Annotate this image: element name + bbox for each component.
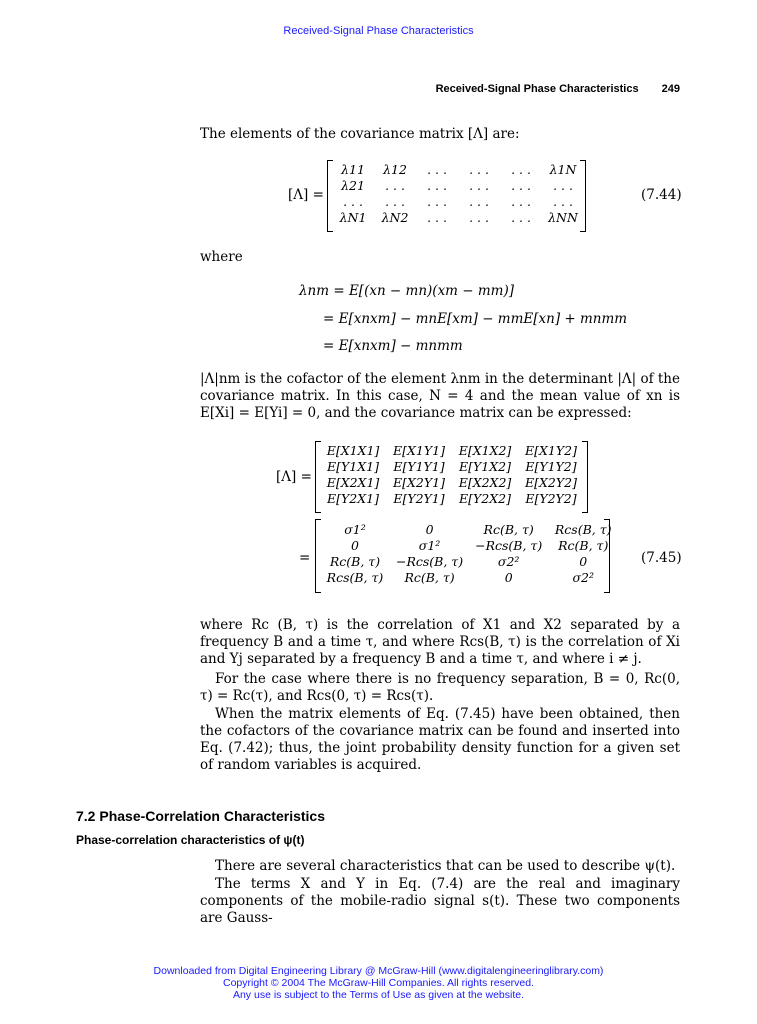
matrix3-cell: −Rcs(B, τ) <box>475 538 543 553</box>
correlation-matrix-745 <box>320 522 618 586</box>
matrix2-cell: E[X1Y1] <box>393 443 445 458</box>
cofactor-paragraph: |Λ|nm is the cofactor of the element λnm in the determinant |Λ| of the covariance matrix. In this case, N = 4 and the mean value of xn is E[Xi] = E[Yi] = 0, and the covariance matrix can be expressed: <box>200 371 680 421</box>
matrix1-cell: . . . <box>427 194 447 209</box>
matrix1-cell: λ21 <box>341 178 365 193</box>
matrix3-cell: σ1² <box>344 522 366 537</box>
matrix1-cell: λ1N <box>549 162 577 177</box>
matrix3-cell: Rcs(B, τ) <box>326 570 384 585</box>
matrix1-table <box>332 162 584 226</box>
matrix3-row <box>320 554 618 570</box>
matrix2-cell: E[Y2X1] <box>327 491 379 506</box>
matrix1-cell: . . . <box>385 178 405 193</box>
matrix3-cell: −Rcs(B, τ) <box>396 554 464 569</box>
matrix2-cell: E[Y1Y2] <box>525 459 577 474</box>
matrix2-cell: E[X1X2] <box>458 443 512 458</box>
footer-terms: Any use is subject to the Terms of Use as given at the website. <box>232 989 525 1001</box>
matrix2-cell: E[Y2Y1] <box>393 491 445 506</box>
matrix2-cell: E[X2Y2] <box>525 475 577 490</box>
equation-number-744: (7.44) <box>641 187 682 203</box>
matrix3-cell: Rc(B, τ) <box>558 538 609 553</box>
matrix2-cell: E[X2X2] <box>458 475 512 490</box>
matrix1-cell: . . . <box>469 194 489 209</box>
lambda-eq-line-2: = E[xnxm] − mnE[xm] − mmE[xn] + mnmm <box>323 311 628 327</box>
equation-number-745: (7.45) <box>641 550 682 566</box>
matrix2-label: [Λ] = <box>276 469 312 485</box>
running-title: Received-Signal Phase Characteristics <box>435 83 639 95</box>
covariance-matrix-744 <box>332 162 584 226</box>
lambda-eq-line-1: λnm = E[(xn − mn)(xm − mm)] <box>299 283 515 299</box>
matrix3-cell: 0 <box>351 538 359 553</box>
matrix1-row <box>332 194 584 210</box>
matrix3-label: = <box>299 550 311 566</box>
matrix1-cell: . . . <box>469 178 489 193</box>
matrix3-row <box>320 570 618 586</box>
expectation-matrix <box>320 443 584 507</box>
matrix3-cell: Rcs(B, τ) <box>554 522 612 537</box>
matrix1-cell: . . . <box>427 162 447 177</box>
matrix1-cell: . . . <box>469 162 489 177</box>
matrix2-cell: E[Y2X2] <box>459 491 511 506</box>
page-number: 249 <box>661 83 680 95</box>
running-header <box>436 83 680 95</box>
footer-notice <box>0 965 757 1001</box>
several-characteristics-paragraph: There are several characteristics that can be used to describe ψ(t). <box>215 858 676 874</box>
matrix1-cell: . . . <box>469 210 489 225</box>
matrix3-cell: 0 <box>504 570 513 585</box>
terms-paragraph: The terms X and Y in Eq. (7.4) are the real and imaginary components of the mobile-radio signal s(t). These two components are Gauss- <box>200 876 680 926</box>
matrix1-row <box>332 210 584 226</box>
matrix2-cell: E[Y1Y1] <box>393 459 445 474</box>
matrix3-cell: Rc(B, τ) <box>404 570 455 585</box>
matrix1-label: [Λ] = <box>288 187 324 203</box>
matrix2-cell: E[X2Y1] <box>393 475 445 490</box>
matrix2-cell: E[Y1X2] <box>459 459 511 474</box>
matrix1-cell: . . . <box>553 194 573 209</box>
matrix3-cell: σ1² <box>418 538 441 553</box>
matrix2-cell: E[X1X1] <box>326 443 380 458</box>
matrix1-cell: . . . <box>511 178 531 193</box>
matrix2-row <box>320 475 584 491</box>
matrix1-cell: λ11 <box>341 162 365 177</box>
top-title-link[interactable]: Received-Signal Phase Characteristics <box>283 25 474 37</box>
matrix2-cell: E[X2X1] <box>326 475 380 490</box>
matrix1-cell: . . . <box>343 194 363 209</box>
footer-download-link[interactable]: Downloaded from Digital Engineering Library @ McGraw-Hill (www.digitalengineeringlibrary.com) <box>153 965 604 977</box>
matrix3-row <box>320 538 618 554</box>
intro-text: The elements of the covariance matrix [Λ] are: <box>200 126 520 142</box>
matrix3-table <box>320 522 618 586</box>
subsection-heading: Phase-correlation characteristics of ψ(t) <box>76 833 305 847</box>
matrix1-cell: λN1 <box>339 210 367 225</box>
matrix3-row <box>320 522 618 538</box>
matrix1-cell: . . . <box>385 194 405 209</box>
matrix3-cell: σ2² <box>572 570 594 585</box>
matrix1-cell: λN2 <box>381 210 409 225</box>
matrix-elements-paragraph: When the matrix elements of Eq. (7.45) have been obtained, then the cofactors of the covariance matrix can be found and inserted into Eq. (7.42); thus, the joint probability density function for a given set of random variables is acquired. <box>200 706 680 773</box>
footer-copyright: Copyright © 2004 The McGraw-Hill Companies. All rights reserved. <box>223 977 534 989</box>
matrix2-row <box>320 491 584 507</box>
matrix1-cell: . . . <box>511 162 531 177</box>
matrix1-row <box>332 162 584 178</box>
matrix2-row <box>320 459 584 475</box>
where-correlation-paragraph: where Rc (B, τ) is the correlation of X1 and X2 separated by a frequency B and a time τ, and where Rcs(B, τ) is the correlation of Xi and Yj separated by a frequency B and a time τ, and where i ≠ j. <box>200 617 680 667</box>
section-heading: 7.2 Phase-Correlation Characteristics <box>76 808 325 824</box>
matrix1-cell: . . . <box>511 210 531 225</box>
matrix1-cell: λNN <box>548 210 578 225</box>
matrix1-cell: . . . <box>427 210 447 225</box>
matrix1-row <box>332 178 584 194</box>
matrix3-cell: 0 <box>425 522 434 537</box>
matrix2-cell: E[Y1X1] <box>327 459 379 474</box>
matrix3-cell: σ2² <box>497 554 520 569</box>
matrix2-cell: E[Y2Y2] <box>525 491 577 506</box>
matrix1-cell: . . . <box>511 194 531 209</box>
matrix3-cell: 0 <box>579 554 588 569</box>
no-frequency-paragraph: For the case where there is no frequency separation, B = 0, Rc(0, τ) = Rc(τ), and Rcs(0, τ) = Rcs(τ). <box>200 671 680 704</box>
matrix3-cell: Rc(B, τ) <box>329 554 381 569</box>
matrix3-cell: Rc(B, τ) <box>483 522 534 537</box>
matrix1-cell: . . . <box>553 178 573 193</box>
matrix1-cell: λ12 <box>383 162 407 177</box>
lambda-eq-line-3: = E[xnxm] − mnmm <box>323 338 463 354</box>
matrix1-cell: . . . <box>427 178 447 193</box>
matrix2-cell: E[X1Y2] <box>525 443 577 458</box>
matrix2-row <box>320 443 584 459</box>
matrix2-table <box>320 443 584 507</box>
where-label: where <box>200 249 243 265</box>
